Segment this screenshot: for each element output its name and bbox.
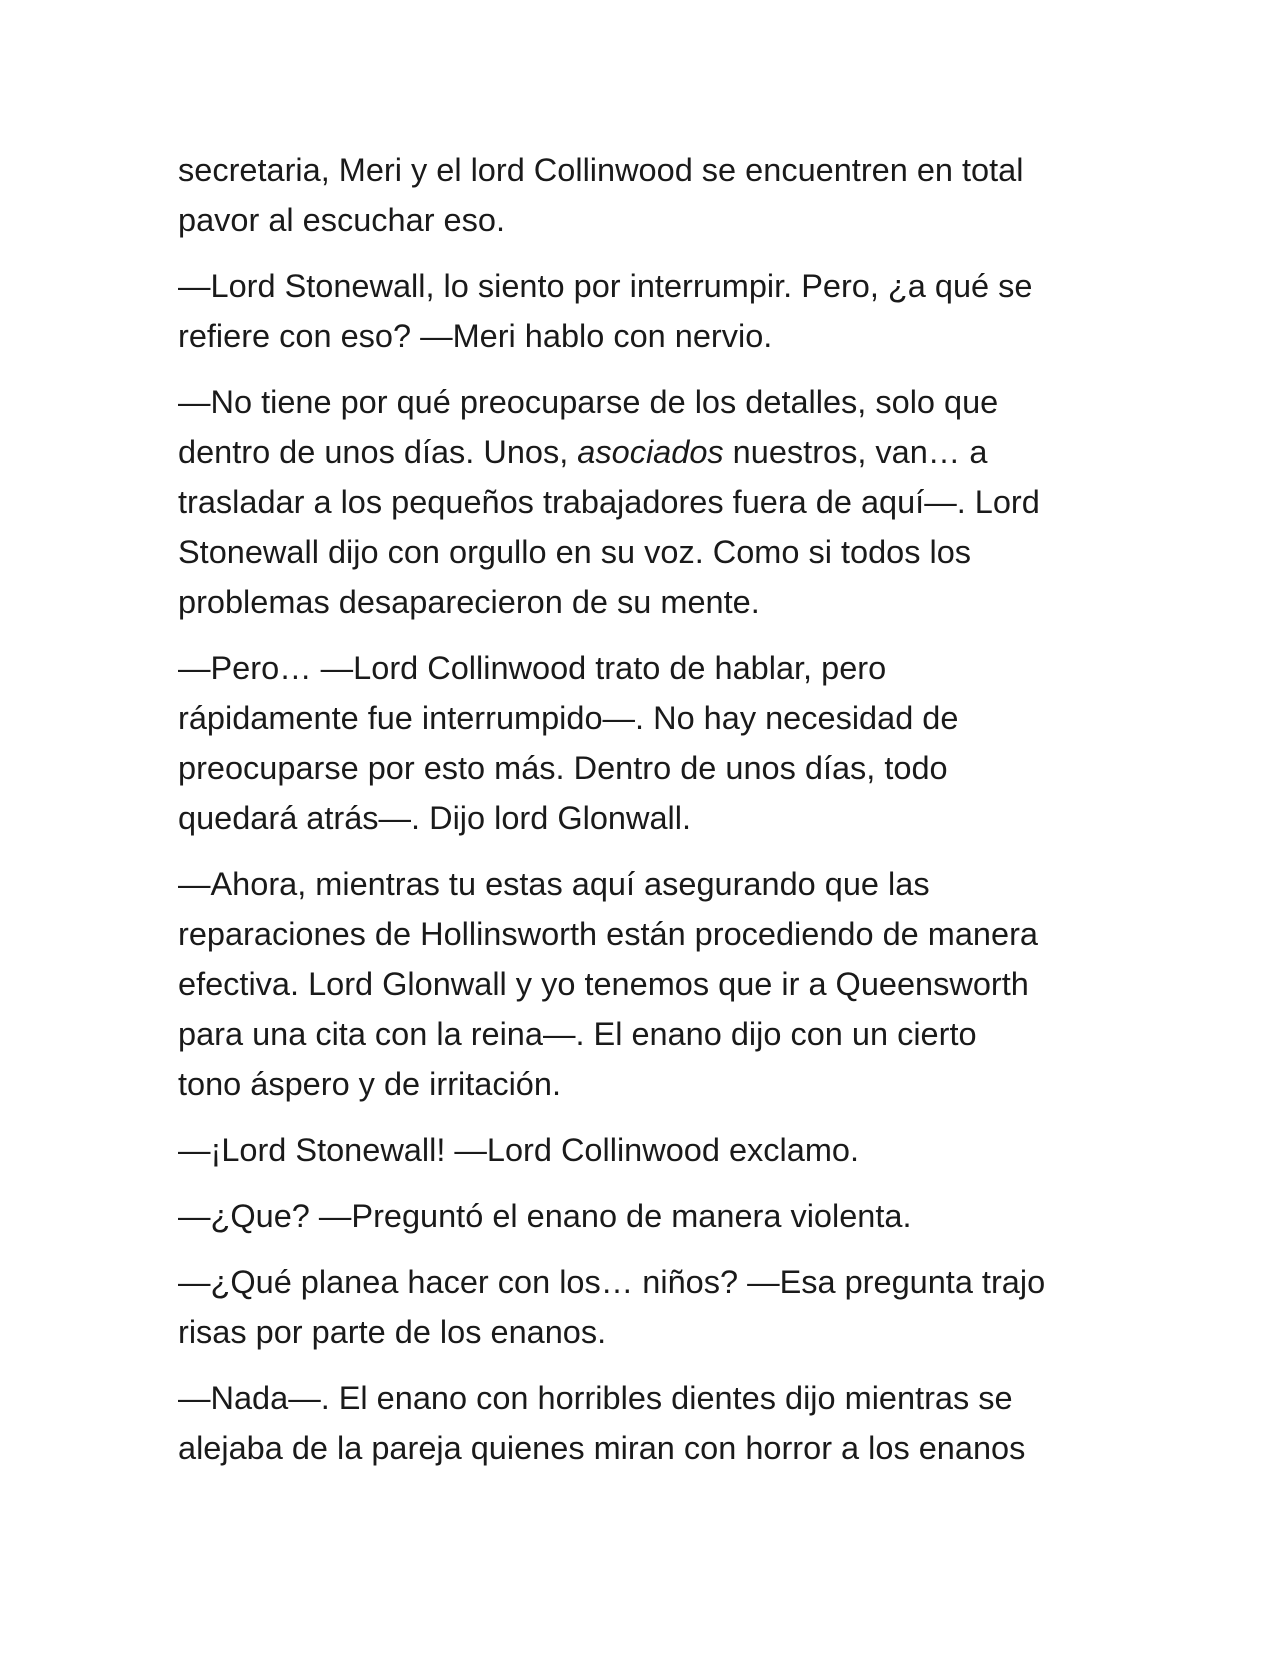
text-line: alejaba de la pareja quienes miran con horror a los enanos [178,1430,1026,1466]
text-line: pavor al escuchar eso. [178,202,505,238]
paragraph [178,859,1118,1109]
text-run: nuestros, van… a [723,434,988,470]
text-line: Stonewall dijo con orgullo en su voz. Como si todos los [178,534,972,570]
paragraph [178,643,1118,843]
paragraph [178,1125,1118,1175]
paragraph [178,377,1118,627]
paragraph [178,1373,1118,1473]
text-line [178,427,1118,477]
text-line: preocuparse por esto más. Dentro de unos días, todo [178,750,948,786]
text-line: refiere con eso? —Meri hablo con nervio. [178,318,773,354]
text-line: rápidamente fue interrumpido—. No hay necesidad de [178,700,959,736]
text-line: problemas desaparecieron de su mente. [178,584,760,620]
text-line: —¿Qué planea hacer con los… niños? —Esa pregunta trajo [178,1264,1046,1300]
text-line: —¡Lord Stonewall! —Lord Collinwood exclamo. [178,1132,860,1168]
text-run: dentro de unos días. Unos, [178,434,578,470]
paragraph [178,145,1118,245]
text-line: risas por parte de los enanos. [178,1314,607,1350]
text-line: trasladar a los pequeños trabajadores fuera de aquí—. Lord [178,484,1040,520]
text-line: para una cita con la reina—. El enano dijo con un cierto [178,1016,977,1052]
paragraph [178,261,1118,361]
text-line: quedará atrás—. Dijo lord Glonwall. [178,800,692,836]
text-line: secretaria, Meri y el lord Collinwood se encuentren en total [178,152,1024,188]
text-line: reparaciones de Hollinsworth están procediendo de manera [178,916,1038,952]
text-line: —Pero… —Lord Collinwood trato de hablar, pero [178,650,887,686]
text-line: tono áspero y de irritación. [178,1066,561,1102]
text-line: —Ahora, mientras tu estas aquí asegurando que las [178,866,930,902]
text-line: —¿Que? —Preguntó el enano de manera violenta. [178,1198,912,1234]
text-line: —Nada—. El enano con horribles dientes dijo mientras se [178,1380,1013,1416]
paragraph [178,1257,1118,1357]
paragraph [178,1191,1118,1241]
text-line: —Lord Stonewall, lo siento por interrumpir. Pero, ¿a qué se [178,268,1033,304]
text-line: —No tiene por qué preocuparse de los detalles, solo que [178,384,999,420]
italic-word: asociados [577,434,724,470]
body-text [178,145,1118,1489]
text-line: efectiva. Lord Glonwall y yo tenemos que ir a Queensworth [178,966,1029,1002]
